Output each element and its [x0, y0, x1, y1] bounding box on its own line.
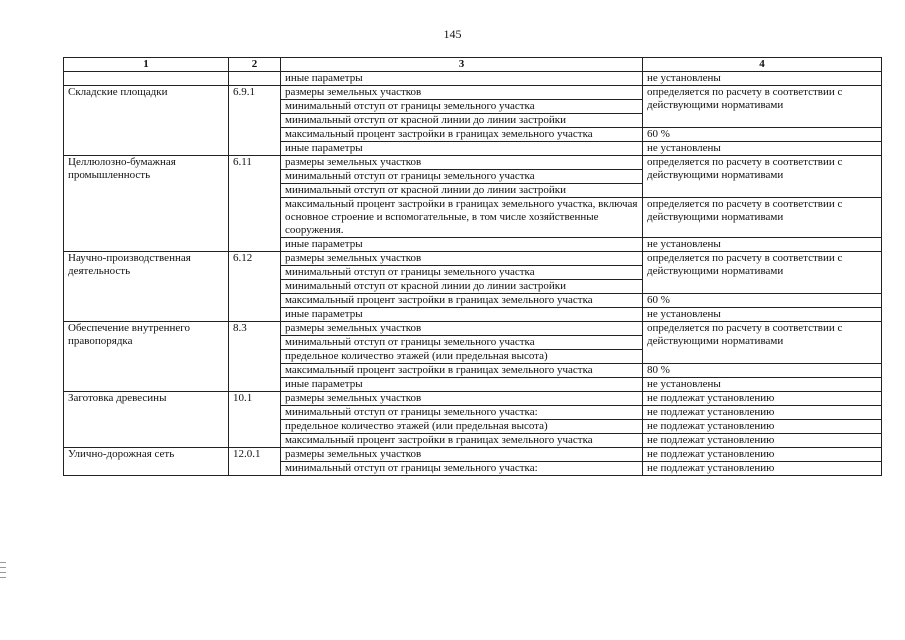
parameter-cell: размеры земельных участков — [281, 322, 643, 336]
land-use-name — [64, 72, 229, 86]
parameter-cell: размеры земельных участков — [281, 252, 643, 266]
parameter-cell: минимальный отступ от границы земельного участка — [281, 266, 643, 280]
parameter-cell: минимальный отступ от границы земельного участка — [281, 336, 643, 350]
header-col-1: 1 — [64, 58, 229, 72]
header-col-3: 3 — [281, 58, 643, 72]
table-row — [64, 252, 882, 266]
value-cell: не подлежат установлению — [643, 462, 882, 476]
parameter-cell: минимальный отступ от границы земельного участка: — [281, 462, 643, 476]
parameter-cell: минимальный отступ от границы земельного участка — [281, 170, 643, 184]
value-cell: не установлены — [643, 238, 882, 252]
parameter-cell: максимальный процент застройки в границах земельного участка, включая основное строение и вспомогательные, в том числе хозяйственные сооружения. — [281, 198, 643, 238]
value-cell: не подлежат установлению — [643, 434, 882, 448]
value-cell: 60 % — [643, 294, 882, 308]
parameter-cell: максимальный процент застройки в границах земельного участка — [281, 294, 643, 308]
value-cell: определяется по расчету в соответствии с действующими нормативами — [643, 252, 882, 294]
header-col-4: 4 — [643, 58, 882, 72]
parameter-cell: иные параметры — [281, 378, 643, 392]
margin-mark — [0, 562, 6, 578]
page-number: 145 — [443, 27, 462, 41]
value-cell: определяется по расчету в соответствии с действующими нормативами — [643, 86, 882, 128]
value-cell: 80 % — [643, 364, 882, 378]
land-use-name: Заготовка древесины — [64, 392, 229, 448]
land-use-code — [229, 72, 281, 86]
land-use-code: 6.9.1 — [229, 86, 281, 156]
parameter-cell: минимальный отступ от красной линии до линии застройки — [281, 114, 643, 128]
table-row — [64, 156, 882, 170]
value-cell: не установлены — [643, 378, 882, 392]
table-row — [64, 86, 882, 100]
land-use-code: 10.1 — [229, 392, 281, 448]
parameter-cell: иные параметры — [281, 238, 643, 252]
parameter-cell: предельное количество этажей (или предельная высота) — [281, 420, 643, 434]
table-header — [64, 58, 882, 72]
value-cell: не подлежат установлению — [643, 448, 882, 462]
value-cell: не подлежат установлению — [643, 392, 882, 406]
value-cell: не установлены — [643, 142, 882, 156]
land-use-code: 8.3 — [229, 322, 281, 392]
land-use-name: Научно-производственная деятельность — [64, 252, 229, 322]
land-use-name: Складские площадки — [64, 86, 229, 156]
value-cell: определяется по расчету в соответствии с действующими нормативами — [643, 156, 882, 198]
parameter-cell: максимальный процент застройки в границах земельного участка — [281, 364, 643, 378]
land-use-table — [63, 57, 882, 476]
parameter-cell: размеры земельных участков — [281, 86, 643, 100]
parameter-cell: иные параметры — [281, 308, 643, 322]
land-use-name: Улично-дорожная сеть — [64, 448, 229, 476]
table-row — [64, 72, 882, 86]
parameter-cell: размеры земельных участков — [281, 448, 643, 462]
value-cell: не установлены — [643, 72, 882, 86]
parameter-cell: размеры земельных участков — [281, 392, 643, 406]
land-use-code: 6.12 — [229, 252, 281, 322]
table-row — [64, 322, 882, 336]
value-cell: 60 % — [643, 128, 882, 142]
parameter-cell: минимальный отступ от красной линии до линии застройки — [281, 184, 643, 198]
value-cell: не подлежат установлению — [643, 420, 882, 434]
parameter-cell: предельное количество этажей (или предельная высота) — [281, 350, 643, 364]
parameter-cell: иные параметры — [281, 72, 643, 86]
parameter-cell: минимальный отступ от границы земельного участка — [281, 100, 643, 114]
parameter-cell: максимальный процент застройки в границах земельного участка — [281, 128, 643, 142]
parameter-cell: минимальный отступ от границы земельного участка: — [281, 406, 643, 420]
table-row — [64, 448, 882, 462]
table-row — [64, 392, 882, 406]
header-col-2: 2 — [229, 58, 281, 72]
land-use-name: Целлюлозно-бумажная промышленность — [64, 156, 229, 252]
parameter-cell: минимальный отступ от красной линии до линии застройки — [281, 280, 643, 294]
land-use-code: 6.11 — [229, 156, 281, 252]
value-cell: определяется по расчету в соответствии с действующими нормативами — [643, 322, 882, 364]
land-use-name: Обеспечение внутреннего правопорядка — [64, 322, 229, 392]
table-body — [64, 72, 882, 476]
value-cell: не установлены — [643, 308, 882, 322]
value-cell: не подлежат установлению — [643, 406, 882, 420]
parameter-cell: максимальный процент застройки в границах земельного участка — [281, 434, 643, 448]
land-use-code: 12.0.1 — [229, 448, 281, 476]
parameter-cell: иные параметры — [281, 142, 643, 156]
value-cell: определяется по расчету в соответствии с действующими нормативами — [643, 198, 882, 238]
parameter-cell: размеры земельных участков — [281, 156, 643, 170]
